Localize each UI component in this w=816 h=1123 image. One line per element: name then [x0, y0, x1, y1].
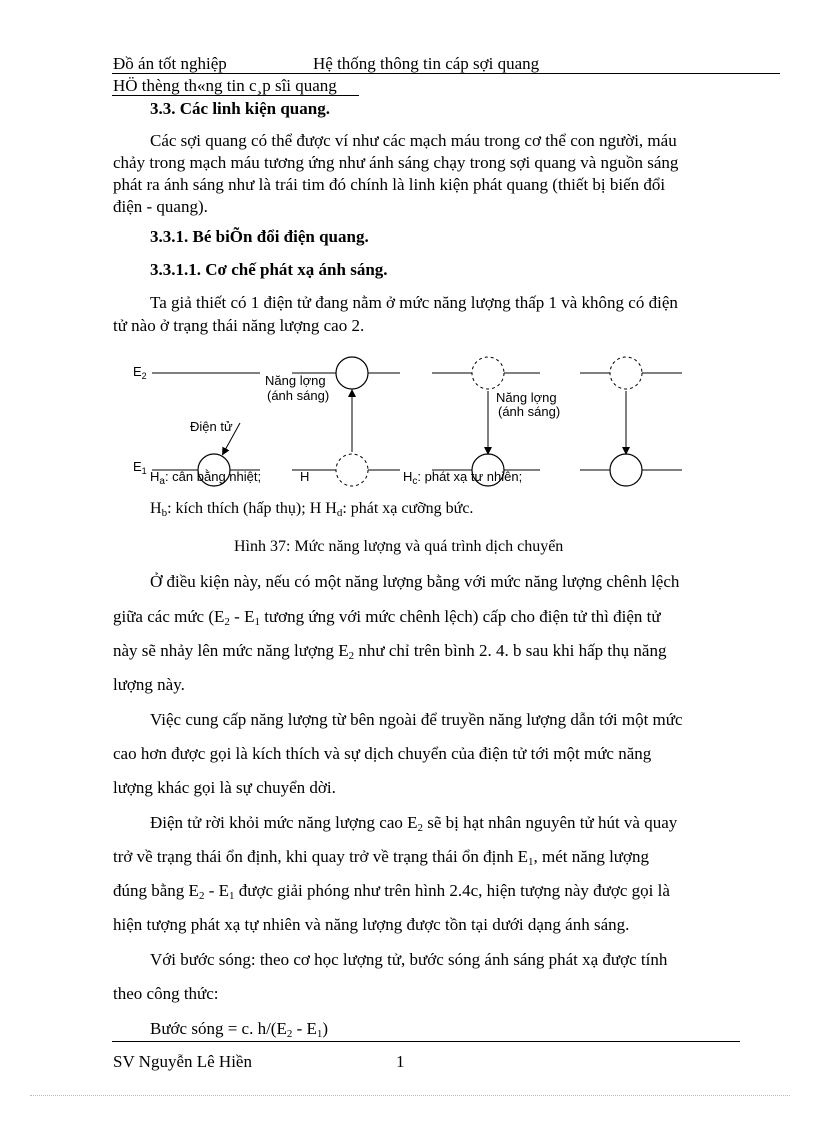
panel-c-energy-label-1: Năng lợng — [496, 390, 557, 405]
e2-label: $E_2$ — [133, 364, 147, 381]
section-3-3-line-1: Các sợi quang có thể được ví như các mạch máu trong cơ thể con người, máu — [150, 131, 677, 150]
body-p4-line-1: Với bước sóng: theo cơ học lượng tử, bước sóng ánh sáng phát xạ được tính — [150, 950, 668, 969]
body-p1-line-1: Ở điều kiện này, nếu có một năng lượng bằng với mức năng lượng chênh lệch — [150, 572, 680, 591]
section-3-3-1-1-title: 3.3.1.1. Cơ chế phát xạ ánh sáng. — [150, 260, 388, 279]
section-3-3-line-2: chảy trong mạch máu tương ứng như ánh sáng chạy trong sợi quang và nguồn sáng — [113, 153, 679, 172]
body-p1-line-3: này sẽ nhảy lên mức năng lượng $E_2$ như chỉ trên bình 2. 4. b sau khi hấp thụ năng — [113, 641, 667, 662]
body-p1-line-2: giữa các mức ($E_2 - E_1$ tương ứng với mức chênh lệch) cấp cho điện tử thì điện tử — [113, 607, 661, 628]
formula-line: Bước sóng = c. $h/(E_2 - E_1)$ — [150, 1019, 329, 1040]
panel-d-empty-e2 — [610, 357, 642, 389]
section-3-3-line-4: điện - quang). — [113, 197, 208, 216]
panel-b-energy-label-2: (ánh sáng) — [267, 388, 330, 403]
e1-label: $E_1$ — [133, 459, 147, 476]
body-p3-line-2: trở về trạng thái ổn định, khi quay trở về trạng thái ổn định $E_1$, mét năng lượng — [113, 847, 649, 868]
body-p2-line-1: Việc cung cấp năng lượng từ bên ngoài để truyền năng lượng dẫn tới một mức — [150, 710, 683, 729]
caption-hc: $H_c$: phát xạ tự nhiên; — [403, 469, 523, 487]
body-p2-line-3: lượng khác gọi là sự chuyển dời. — [113, 778, 336, 797]
section-3-3-1-1-line-1: Ta giả thiết có 1 điện tử đang nằm ở mức năng lượng thấp 1 và không có điện — [150, 293, 678, 312]
body-p4-line-2: theo công thức: — [113, 984, 219, 1003]
caption-ha: $H_a$: cân bằng nhiệt; — [150, 469, 262, 487]
panel-b-empty-e1 — [336, 454, 368, 486]
body-p2-line-2: cao hơn được gọi là kích thích và sự dịch chuyển của điện tử tới một mức năng — [113, 744, 652, 763]
body-p3-line-1: Điện tử rời khỏi mức năng lượng cao $E_2$ sẽ bị hạt nhân nguyên tử hút và quay — [150, 813, 678, 834]
energy-level-diagram — [0, 0, 816, 530]
header-left: Đồ án tốt nghiệp — [113, 54, 227, 73]
page-edge-dotted — [30, 1095, 790, 1096]
footer-rule — [112, 1041, 740, 1042]
electron-label: Điện tử — [190, 419, 233, 434]
section-3-3-1-title: 3.3.1. Bé biÕn đổi điện quang. — [150, 227, 369, 246]
section-3-3-line-3: phát ra ánh sáng như là trái tim đó chính là linh kiện phát quang (thiết bị biến đổi — [113, 175, 666, 194]
caption-hb-short: H — [300, 469, 310, 484]
body-p1-line-4: lượng này. — [113, 675, 185, 694]
panel-d-electron-e1 — [610, 454, 642, 486]
footer-author: SV Nguyễn Lê Hiền — [113, 1052, 252, 1071]
panel-b-electron-e2 — [336, 357, 368, 389]
section-3-3-1-1-line-2: tử nào ở trạng thái năng lượng cao 2. — [113, 316, 365, 335]
body-p3-line-4: hiện tượng phát xạ tự nhiên và năng lượng được tồn tại dưới dạng ánh sáng. — [113, 915, 630, 934]
header-garbled: HÖ thèng th«ng tin c¸p sîi quang — [113, 76, 337, 95]
panel-c-empty-e2 — [472, 357, 504, 389]
figure-caption: Hình 37: Mức năng lượng và quá trình dịch chuyển — [234, 538, 564, 555]
footer-page-number: 1 — [396, 1052, 405, 1071]
body-p3-line-3: đúng bằng $E_2 - E_1$ được giải phóng như trên hình 2.4c, hiện tượng này được gọi là — [113, 881, 670, 902]
header-title: Hệ thống thông tin cáp sợi quang — [313, 54, 540, 73]
legend-line-2: $H_b$: kích thích (hấp thụ); H $H_d$: phát xạ cưỡng bức. — [150, 500, 474, 519]
panel-b-energy-label-1: Năng lợng — [265, 373, 326, 388]
section-3-3-title: 3.3. Các linh kiện quang. — [150, 99, 330, 118]
panel-c-energy-label-2: (ánh sáng) — [498, 404, 561, 419]
